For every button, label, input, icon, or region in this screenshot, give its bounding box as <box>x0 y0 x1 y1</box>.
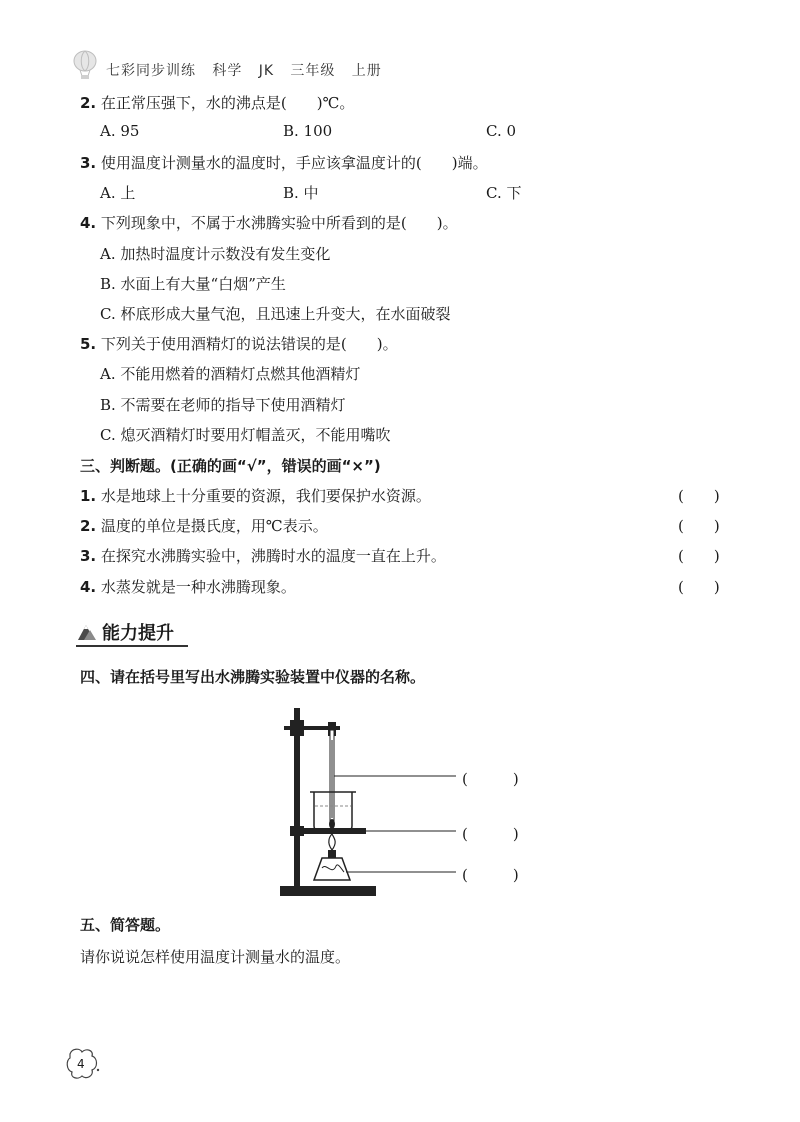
question-text: 使用温度计测量水的温度时，手应该拿温度计的( )端。 <box>100 154 488 172</box>
item-number: 2. <box>80 517 97 535</box>
item-number: 3. <box>80 547 97 565</box>
q4-option-b: B. 水面上有大量“白烟”产生 <box>100 275 286 293</box>
answer-paren[interactable]: ( ) <box>678 578 720 596</box>
question-3 <box>80 152 488 173</box>
q4-option-c: C. 杯底形成大量气泡，且迅速上升变大，在水面破裂 <box>100 305 451 323</box>
answer-paren[interactable]: ( ) <box>678 517 720 535</box>
q3-option-b: B. 中 <box>283 184 319 202</box>
q3-option-c: C. 下 <box>486 184 522 202</box>
question-text: 在正常压强下，水的沸点是( )℃。 <box>100 94 355 112</box>
header-subject: 科学 <box>212 63 243 79</box>
header-volume: 上册 <box>351 63 382 79</box>
q5-option-b: B. 不需要在老师的指导下使用酒精灯 <box>100 396 346 414</box>
question-number: 4. <box>80 214 97 232</box>
q5-option-a: A. 不能用燃着的酒精灯点燃其他酒精灯 <box>100 365 361 383</box>
item-number: 4. <box>80 578 97 596</box>
apparatus-label-gauze[interactable]: ( ) <box>462 825 519 843</box>
apparatus-label-thermometer[interactable]: ( ) <box>462 770 519 788</box>
header-grade: 三年级 <box>290 63 336 79</box>
section-3-title: 三、判断题。(正确的画“√”，错误的画“×”) <box>80 457 381 475</box>
section-5-question: 请你说说怎样使用温度计测量水的温度。 <box>80 948 351 966</box>
balloon-logo-icon <box>72 50 98 80</box>
alcohol-lamp <box>314 858 350 880</box>
answer-paren[interactable]: ( ) <box>678 487 720 505</box>
q2-option-c: C. 0 <box>486 122 517 140</box>
q5-option-c: C. 熄灭酒精灯时要用灯帽盖灭，不能用嘴吹 <box>100 426 391 444</box>
header-series: 七彩同步训练 <box>106 63 196 79</box>
page-number: 4 <box>77 1057 85 1071</box>
question-text: 下列现象中，不属于水沸腾实验中所看到的是( )。 <box>100 214 458 232</box>
item-text: 在探究水沸腾实验中，沸腾时水的温度一直在上升。 <box>100 547 446 565</box>
header-edition: JK <box>258 63 275 79</box>
judge-item-1 <box>80 485 431 506</box>
question-2 <box>80 92 354 113</box>
section-underline <box>76 645 188 647</box>
item-number: 1. <box>80 487 97 505</box>
judge-item-4 <box>80 576 296 597</box>
section-5-title: 五、简答题。 <box>80 916 171 934</box>
question-number: 5. <box>80 335 97 353</box>
item-text: 温度的单位是摄氏度，用℃表示。 <box>100 517 328 535</box>
item-text: 水是地球上十分重要的资源，我们要保护水资源。 <box>100 487 431 505</box>
question-4 <box>80 212 458 233</box>
judge-item-3 <box>80 545 446 566</box>
page-header <box>106 60 382 80</box>
q3-option-a: A. 上 <box>100 184 136 202</box>
question-number: 2. <box>80 94 97 112</box>
q2-option-a: A. 95 <box>100 122 140 140</box>
apparatus-label-lamp[interactable]: ( ) <box>462 866 519 884</box>
section-4-title: 四、请在括号里写出水沸腾实验装置中仪器的名称。 <box>80 668 426 686</box>
judge-item-2 <box>80 515 328 536</box>
item-text: 水蒸发就是一种水沸腾现象。 <box>100 578 296 596</box>
answer-paren[interactable]: ( ) <box>678 547 720 565</box>
question-number: 3. <box>80 154 97 172</box>
question-5 <box>80 333 398 354</box>
q2-option-b: B. 100 <box>283 122 333 140</box>
mountain-icon <box>76 620 98 642</box>
asbestos-gauze <box>300 828 366 834</box>
q4-option-a: A. 加热时温度计示数没有发生变化 <box>100 245 331 263</box>
ability-heading: 能力提升 <box>102 623 174 644</box>
question-text: 下列关于使用酒精灯的说法错误的是( )。 <box>100 335 398 353</box>
